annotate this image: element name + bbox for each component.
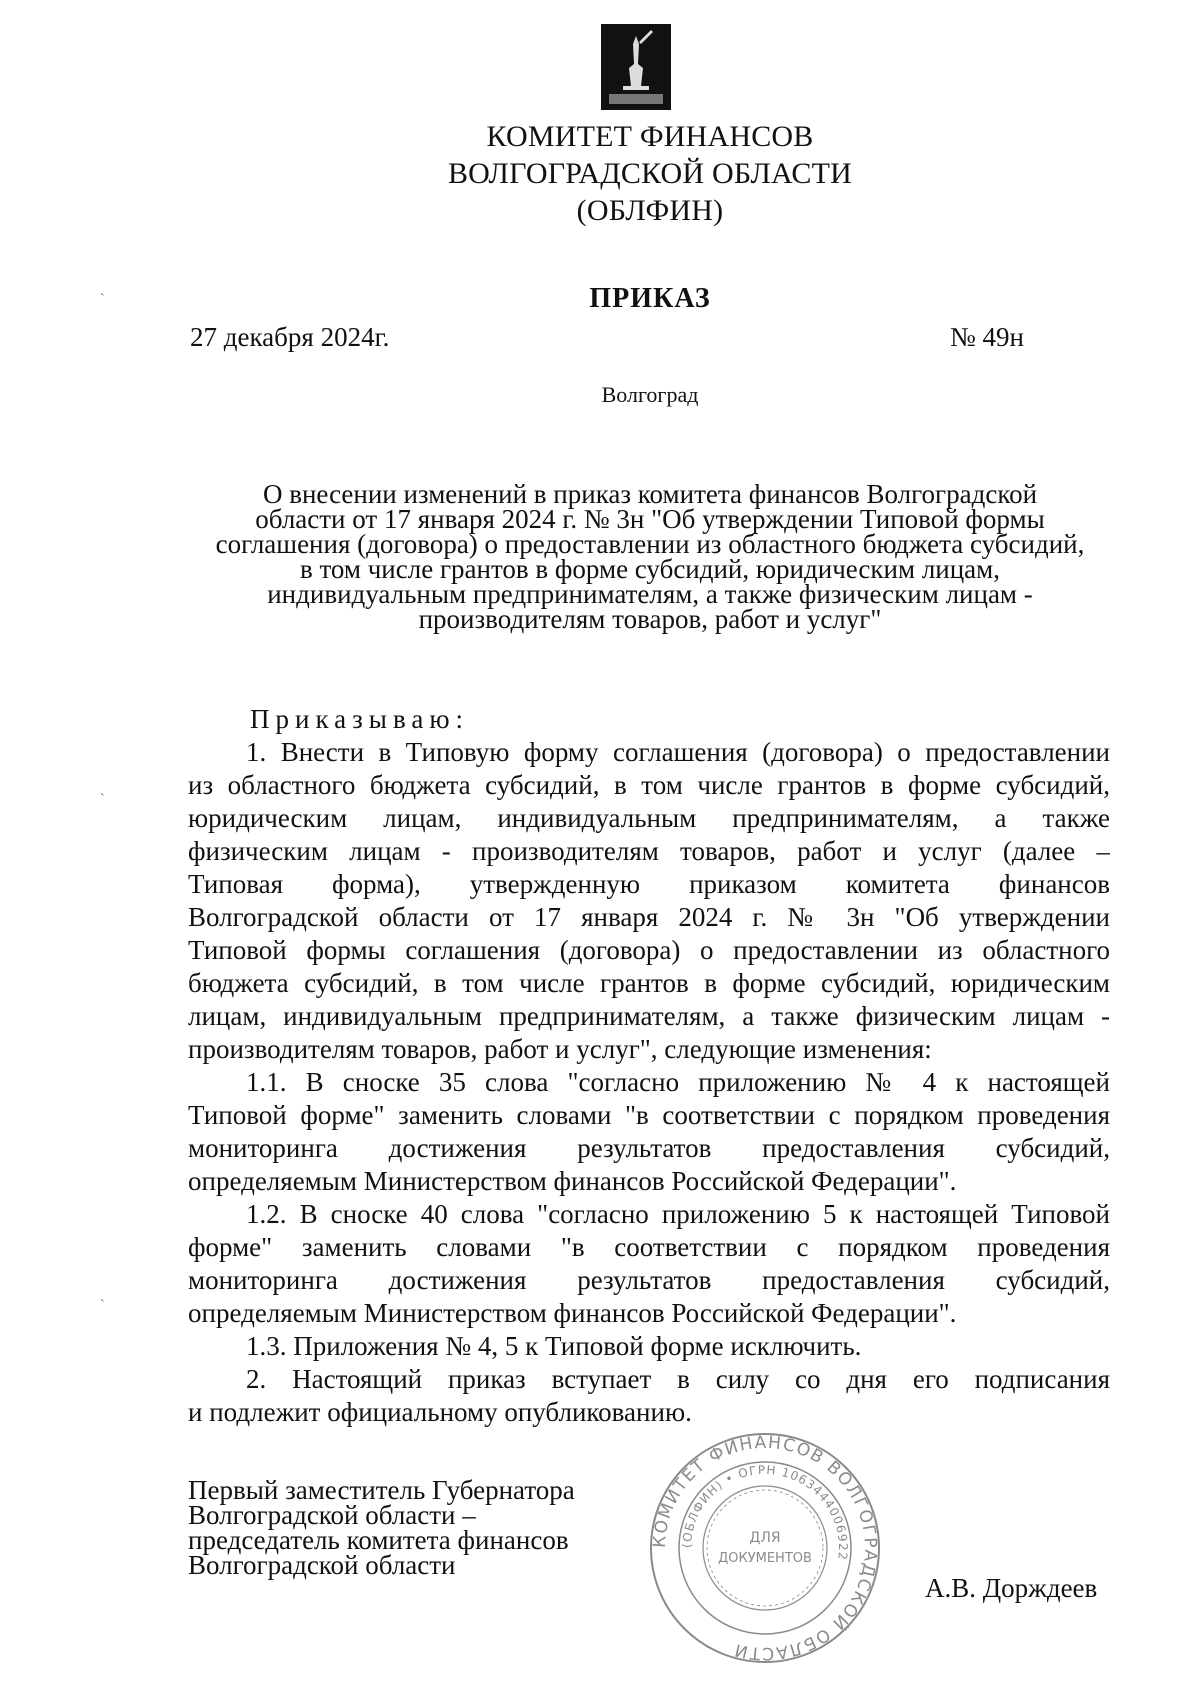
seal-inner-text: (ОБЛФИН) • ОГРН 1063444006922 [679,1462,851,1562]
body-line: физическим лицам - производителям товаров, работ и услуг (далее – [188,836,1110,866]
seal-center-line: ДЛЯ [749,1530,781,1546]
body-line: 1.1. В сноске 35 слова "согласно приложению № 4 к настоящей [246,1067,1110,1097]
body-line: бюджета субсидий, в том числе грантов в форме субсидий, юридическим [188,968,1110,998]
document-subject [180,479,1120,634]
body-line: мониторинга достижения результатов предоставления субсидий, [188,1265,1110,1295]
subject-line: О внесении изменений в приказ комитета финансов Волгоградской [262,479,1038,509]
org-abbrev-line: (ОБЛФИН) [576,194,724,227]
svg-text:(ОБЛФИН) • ОГРН 1063444006922 [680,1463,850,1561]
org-name-line: КОМИТЕТ ФИНАНСОВ [486,120,814,153]
body-line: определяемым Министерством финансов Российской Федерации". [188,1298,957,1328]
seal-center-line: ДОКУМЕНТОВ [718,1551,812,1566]
body-line: лицам, индивидуальным предпринимателям, а также физическим лицам - [188,1001,1110,1031]
subject-line: области от 17 января 2024 г. № 3н "Об утверждении Типовой формы [255,504,1045,534]
organization-header [300,118,1000,229]
volgograd-coat-of-arms-icon [601,24,671,110]
body-line: юридическим лицам, индивидуальным предпринимателям, а также [188,803,1110,833]
body-line: Волгоградской области от 17 января 2024 г. № 3н "Об утверждении [188,902,1110,932]
order-word: Приказываю: [250,704,469,734]
scan-mark-icon: ` [100,1298,105,1313]
subject-line: соглашения (договора) о предоставлении из областного бюджета субсидий, [215,529,1085,559]
body-line: Типовой форме" заменить словами "в соответствии с порядком проведения [188,1100,1110,1130]
subject-line: производителям товаров, работ и услуг" [418,604,882,634]
body-line: из областного бюджета субсидий, в том числе грантов в форме субсидий, [188,770,1110,800]
official-seal-stamp [645,1428,885,1668]
document-city: Волгоград [601,382,699,407]
document-number: № 49н [950,322,1024,352]
signatory-name: А.В. Дорждеев [925,1573,1098,1603]
document-type: ПРИКАЗ [589,283,711,314]
body-line: определяемым Министерством финансов Российской Федерации". [188,1166,957,1196]
signatory-title-line: Волгоградской области [188,1550,456,1580]
scan-mark-icon: ` [100,792,105,807]
subject-line: индивидуальным предпринимателям, а также физическим лицам - [267,579,1033,609]
body-line: форме" заменить словами "в соответствии с порядком проведения [188,1232,1110,1262]
body-line: Типовая форма), утвержденную приказом комитета финансов [188,869,1110,899]
signatory-title-line: Первый заместитель Губернатора [188,1475,575,1505]
body-line: Типовой формы соглашения (договора) о предоставлении из областного [188,935,1110,965]
body-line: 1.2. В сноске 40 слова "согласно приложению 5 к настоящей Типовой [246,1199,1110,1229]
document-body [188,703,1110,1429]
seal-outer-text: КОМИТЕТ ФИНАНСОВ ВОЛГОГРАДСКОЙ ОБЛАСТИ [649,1432,881,1664]
signatory-title-line: председатель комитета финансов [188,1525,569,1555]
body-line: производителям товаров, работ и услуг", следующие изменения: [188,1034,932,1064]
org-region-line: ВОЛГОГРАДСКОЙ ОБЛАСТИ [447,157,853,190]
body-line: 1. Внести в Типовую форму соглашения (договора) о предоставлении [246,737,1110,767]
body-line: 2. Настоящий приказ вступает в силу со дня его подписания [246,1364,1110,1394]
body-line: мониторинга достижения результатов предоставления субсидий, [188,1133,1110,1163]
signatory-title [188,1475,575,1580]
scan-mark-icon: ` [100,292,105,307]
body-line: и подлежит официальному опубликованию. [188,1397,692,1427]
document-date: 27 декабря 2024г. [190,322,390,352]
signatory-title-line: Волгоградской области – [188,1500,476,1530]
body-line: 1.3. Приложения № 4, 5 к Типовой форме исключить. [246,1331,862,1361]
subject-line: в том числе грантов в форме субсидий, юридическим лицам, [299,554,1001,584]
